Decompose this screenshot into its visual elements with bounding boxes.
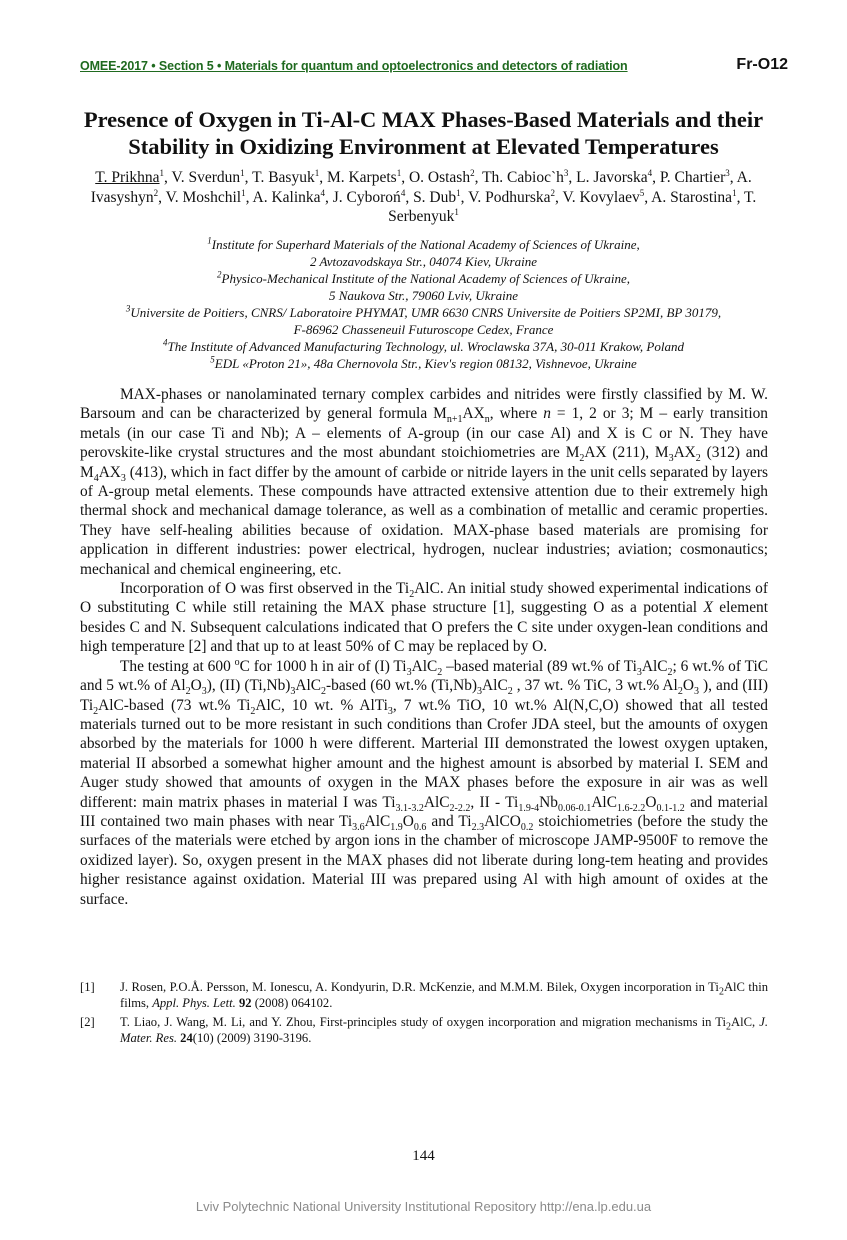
author-name: A. Kalinka	[252, 188, 321, 206]
paper-title: Presence of Oxygen in Ti-Al-C MAX Phases-Based Materials and their Stability in Oxidizing Environment at Elevated Temperatures	[83, 107, 764, 159]
text-run: (2008) 064102.	[251, 996, 333, 1011]
subscript: 3.6	[352, 822, 365, 834]
affiliation-number: 3	[125, 303, 131, 314]
text-run: T. Liao, J. Wang, M. Li, and Y. Zhou, First-principles study of oxygen incorporation and migration mechanisms in Ti	[120, 1014, 727, 1029]
subscript: 4	[93, 472, 99, 484]
conference-section-header: OMEE-2017 • Section 5 • Materials for quantum and optoelectronics and detectors of radiation	[80, 59, 628, 73]
author-list: T. Prikhna$^1$, V. Sverdun$^1$, T. Basyuk$^1$, M. Karpets$^1$, O. Ostash$^2$, Th. $Cabioc`h^3$, L. Javorska$^4$, P. Chartier$^3$, A. Ivasyshyn$^2$, V. Moshchil$^1$, A. Kalinka$^4$, J. Cyboroń$^4$, S. Dub$^1$, V. Podhurska$^2$, V. Kovylaev$^5$, A. Starostina$^1$, T. Serbenyuk$^1$	[90, 167, 757, 225]
text-run: AlC	[423, 793, 450, 811]
affiliation-text: Universite de Poitiers, CNRS/ Laboratoire PHYMAT, UMR 6630 CNRS Universite de Poitiers SP2MI, BP 30179,	[130, 305, 722, 320]
text-run: AlC	[591, 793, 617, 811]
affiliation-number: 4	[163, 337, 168, 348]
affiliation-line	[60, 253, 787, 270]
author-affiliation-mark: 1	[396, 167, 402, 178]
author	[660, 169, 730, 186]
text-run: (10) (2009) 3190-3196.	[192, 1031, 312, 1046]
author	[327, 169, 401, 186]
bold-text: 24	[180, 1031, 193, 1046]
subscript: 2	[185, 686, 191, 698]
author-affiliation-mark: 1	[732, 187, 737, 198]
text-run: AX	[98, 463, 121, 481]
reference-text	[120, 979, 768, 1012]
text-run: Incorporation of O was first observed in the Ti	[120, 580, 410, 598]
subscript: n	[484, 414, 490, 426]
text-run: and Ti	[426, 812, 472, 830]
affiliation-list	[60, 236, 787, 372]
author-affiliation-mark: 2	[550, 187, 556, 198]
subscript: 1.9	[390, 822, 403, 834]
subscript: 2	[409, 589, 415, 601]
italic-text: X	[703, 599, 713, 617]
author-affiliation-mark: 4	[400, 187, 406, 198]
paragraph	[80, 385, 768, 579]
affiliation-text: Institute for Superhard Materials of the National Academy of Sciences of Ukraine,	[211, 237, 640, 252]
text-run: AlC	[364, 812, 391, 830]
text-run: AlCO	[484, 812, 521, 830]
author-name: A. Ivasyshyn	[90, 169, 752, 206]
author-affiliation-mark: 1	[240, 167, 245, 178]
text-run: The testing at 600	[120, 657, 235, 675]
text-run: -based (60 wt.% (Ti,Nb)	[326, 677, 478, 695]
text-run: = 1, 2 or 3; M – early transition metals (in our case Ti and Nb); A – elements of A-group (in our case Al) and X is C or N. They have perovskite-like crystal structures and the most abundant stoichiometries are M	[80, 405, 768, 462]
subscript: n+1	[446, 414, 463, 426]
affiliation-line	[60, 270, 787, 287]
text-run: AlC, 10 wt. % AlTi	[255, 696, 388, 714]
affiliation-line	[60, 321, 787, 338]
paper-code: Fr-O12	[736, 56, 788, 73]
author-affiliation-mark: 2	[153, 187, 159, 198]
subscript: 3	[406, 666, 412, 678]
affiliation-number: 5	[210, 354, 215, 365]
subscript: 0.6	[413, 822, 427, 834]
running-header	[80, 56, 788, 78]
affiliation-line	[60, 338, 787, 355]
subscript: 3	[668, 453, 674, 465]
text-run: AlC	[482, 677, 508, 695]
page-number: 144	[412, 1148, 435, 1164]
author-name: V. Podhurska	[468, 188, 551, 206]
text-run: AlC	[411, 657, 438, 675]
reference-text	[120, 1014, 768, 1047]
author	[482, 169, 568, 186]
author-affiliation-mark: 1	[241, 187, 246, 198]
text-run: –based material (89 wt.% of Ti	[442, 657, 637, 675]
author-name: J. Cyboroń	[332, 188, 401, 206]
author-name: V. Sverdun	[171, 169, 241, 186]
italic-text: Appl. Phys. Lett.	[152, 996, 236, 1011]
subscript: 2.3	[471, 822, 485, 834]
author	[253, 189, 326, 206]
author-name: T. Prikhna	[95, 169, 160, 186]
text-run: J. Rosen, P.O.Å. Persson, M. Ionescu, A. Kondyurin, D.R. McKenzie, and M.M.M. Bilek, Oxygen incorporation in Ti	[120, 980, 719, 994]
author-affiliation-mark: 2	[470, 167, 475, 178]
text-run: O	[682, 677, 694, 695]
subscript: 2	[579, 453, 585, 465]
author-name: V. Moshchil	[165, 188, 242, 206]
subscript: 2	[667, 666, 673, 678]
author-name: V. Kovylaev	[562, 188, 640, 206]
subscript: 3.1-3.2	[395, 802, 424, 814]
affiliation-text: 2 Avtozavodskaya Str., 04074 Kiev, Ukraine	[310, 254, 537, 269]
affiliation-text: 5 Naukova Str., 79060 Lviv, Ukraine	[329, 288, 518, 303]
text-run: Nb	[539, 793, 558, 811]
subscript: 2	[677, 686, 683, 698]
subscript: 0.06-0.1	[557, 802, 592, 814]
affiliation-line	[60, 355, 787, 372]
repository-footer: Lviv Polytechnic National University Institutional Repository http://ena.lp.edu.ua	[195, 1199, 652, 1214]
author-name: M. Karpets	[326, 169, 397, 186]
subscript: 2-2.2	[449, 802, 471, 814]
author-affiliation-mark: 3	[563, 167, 569, 178]
author	[576, 169, 652, 186]
author-affiliation-mark: 1	[454, 206, 459, 217]
text-run: O	[645, 793, 657, 811]
text-run: AX	[462, 405, 485, 423]
affiliation-line	[60, 236, 787, 253]
author	[413, 189, 461, 206]
subscript: 2	[250, 705, 256, 717]
text-run: O	[402, 812, 414, 830]
affiliation-text: The Institute of Advanced Manufacturing Technology, ul. Wroclawska 37A, 30-011 Krakow, Poland	[167, 339, 684, 354]
author-name: T. Basyuk	[252, 169, 315, 186]
subscript: 2	[726, 1021, 732, 1033]
author-name: A. Starostina	[651, 188, 733, 206]
author-name: T. Serbenyuk	[388, 188, 757, 225]
author-name: O. Ostash	[408, 169, 471, 186]
bold-text: 92	[238, 996, 252, 1011]
affiliation-text: Physico-Mechanical Institute of the National Academy of Sciences of Ukraine,	[221, 271, 630, 286]
author	[172, 169, 245, 186]
subscript: 2	[695, 453, 701, 465]
author	[95, 169, 164, 186]
author	[563, 189, 645, 206]
text-run: O	[190, 677, 202, 695]
text-run: AlC-based (73 wt.% Ti	[98, 696, 251, 714]
text-run: MAX-phases or nanolaminated ternary complex carbides and nitrides were firstly classified by M. W. Barsoum and can be characterized by general formula M	[80, 386, 768, 423]
subscript: 2	[93, 705, 99, 717]
subscript: 3	[387, 705, 393, 717]
subscript: 2	[718, 986, 724, 998]
author	[166, 189, 246, 206]
subscript: 3	[290, 686, 296, 698]
subscript: 2	[507, 686, 513, 698]
author-affiliation-mark: 1	[456, 187, 461, 198]
author	[409, 169, 475, 186]
paragraph	[80, 657, 768, 909]
author	[252, 169, 319, 186]
abstract-body	[80, 385, 768, 909]
subscript: 0.2	[520, 822, 534, 834]
text-run: AlC	[641, 657, 668, 675]
text-run: , 37 wt. % TiC, 3 wt.% Al	[512, 677, 678, 695]
reference-item	[80, 1014, 768, 1047]
affiliation-text: EDL «Proton 21», 48a Chernovola Str., Kiev's region 08132, Vishnevoe, Ukraine	[214, 356, 637, 371]
author-affiliation-mark: 3	[725, 167, 730, 178]
author-affiliation-mark: 1	[159, 167, 165, 178]
text-run: , where	[489, 405, 544, 423]
text-run: ), (II) (Ti,Nb)	[206, 677, 291, 695]
text-run: AlC	[295, 677, 322, 695]
superscript: o	[234, 656, 240, 668]
author-name: Th. Cabioc`h	[482, 169, 564, 186]
author	[333, 189, 406, 206]
text-run: AlC. An initial study showed experimental indications of O substituting C while still retaining the MAX phase structure [1], suggesting O as a potential	[80, 580, 768, 617]
italic-text: J. Mater. Res.	[120, 1014, 769, 1046]
affiliation-line	[60, 304, 787, 321]
subscript: 3	[120, 472, 126, 484]
text-run: C for 1000 h in air of (I) Ti	[239, 657, 407, 675]
reference-number: [1]	[80, 980, 95, 994]
author	[468, 189, 555, 206]
text-run: stoichiometries (before the study the surfaces of the materials were etched by argon ions in the chamber of microscope JAMP-9500F to remove the oxidized layer). So, oxygen present in the MAX phases did not liberate during long-tem heating and provides higher resistance against oxidation. Material III was prepared using Al with high amount of oxides at the surface.	[80, 812, 768, 908]
text-run: ), and (III) Ti	[80, 677, 768, 714]
subscript: 1.9-4	[518, 802, 540, 814]
text-run: (312) and M	[80, 444, 768, 481]
text-run: ; 6 wt.% of TiC and 5 wt.% of Al	[80, 657, 768, 695]
author-name: L. Javorska	[576, 169, 648, 186]
text-run: AlC thin films,	[120, 980, 769, 1011]
author-affiliation-mark: 5	[639, 187, 645, 198]
subscript: 0.1-1.2	[656, 802, 685, 814]
italic-text: n	[543, 405, 551, 423]
text-run: element besides C and N. Subsequent calculations indicated that O prefers the C site under oxygen-lean conditions and high temperature [2] and that up to at least 50% of C may be replaced by O.	[80, 599, 769, 656]
subscript: 3	[693, 686, 699, 698]
author-affiliation-mark: 4	[647, 167, 653, 178]
reference-list	[80, 979, 768, 1049]
text-run: AX (211), M	[584, 444, 669, 462]
subscript: 3	[477, 686, 483, 698]
subscript: 3	[636, 666, 642, 678]
text-run: (413), which in fact differ by the amount of carbide or nitride layers in the unit cells separated by layers of A-group metal elements. These compounds have attracted extensive attention due to their extremely high thermal shock and mechanical damage tolerance, as well as a combination of metallic and ceramic properties. They have self-healing abilities because of oxidation. MAX-phase based materials are promising for application in different industries: power electrical, hydrogen, nuclear industries; aviation; cosmonautics; mechanical and chemical engineering, etc.	[80, 463, 768, 578]
author-affiliation-mark: 4	[320, 187, 326, 198]
text-run: , II - Ti	[470, 793, 519, 811]
subscript: 3	[201, 686, 207, 698]
text-run: AlC,	[731, 1014, 760, 1029]
author-name: S. Dub	[413, 188, 457, 206]
author-affiliation-mark: 1	[314, 167, 320, 178]
reference-number: [2]	[80, 1014, 95, 1029]
affiliation-text: F-86962 Chasseneuil Futuroscope Cedex, France	[293, 322, 554, 337]
text-run: AX	[673, 444, 696, 462]
affiliation-line	[60, 287, 787, 304]
author	[651, 189, 736, 206]
author-name: P. Chartier	[659, 169, 726, 186]
paragraph	[80, 579, 768, 657]
affiliation-number: 2	[217, 269, 222, 280]
subscript: 1.6-2.2	[616, 802, 646, 814]
subscript: 2	[437, 666, 443, 678]
reference-item	[80, 979, 768, 1012]
affiliation-number: 1	[207, 235, 212, 246]
subscript: 2	[321, 686, 327, 698]
text-run: , 7 wt.% TiO, 10 wt.% Al(N,C,O) showed that all tested materials turned out to be more resistant in such conditions than Crofer JDA steel, but the amounts of oxygen absorbed by the materials for 1000 h were different. Marterial III demonstrated the lowest oxygen uptaken, material II absorbed a somewhat higher amount and the highest amount is absorbed by material I. SEM and Auger study showed that amounts of oxygen in the MAX phases before the exposure in air was as well different: main matrix phases in material I was Ti	[80, 696, 768, 811]
text-run: and material III contained two main phases with near Ti	[80, 793, 768, 830]
